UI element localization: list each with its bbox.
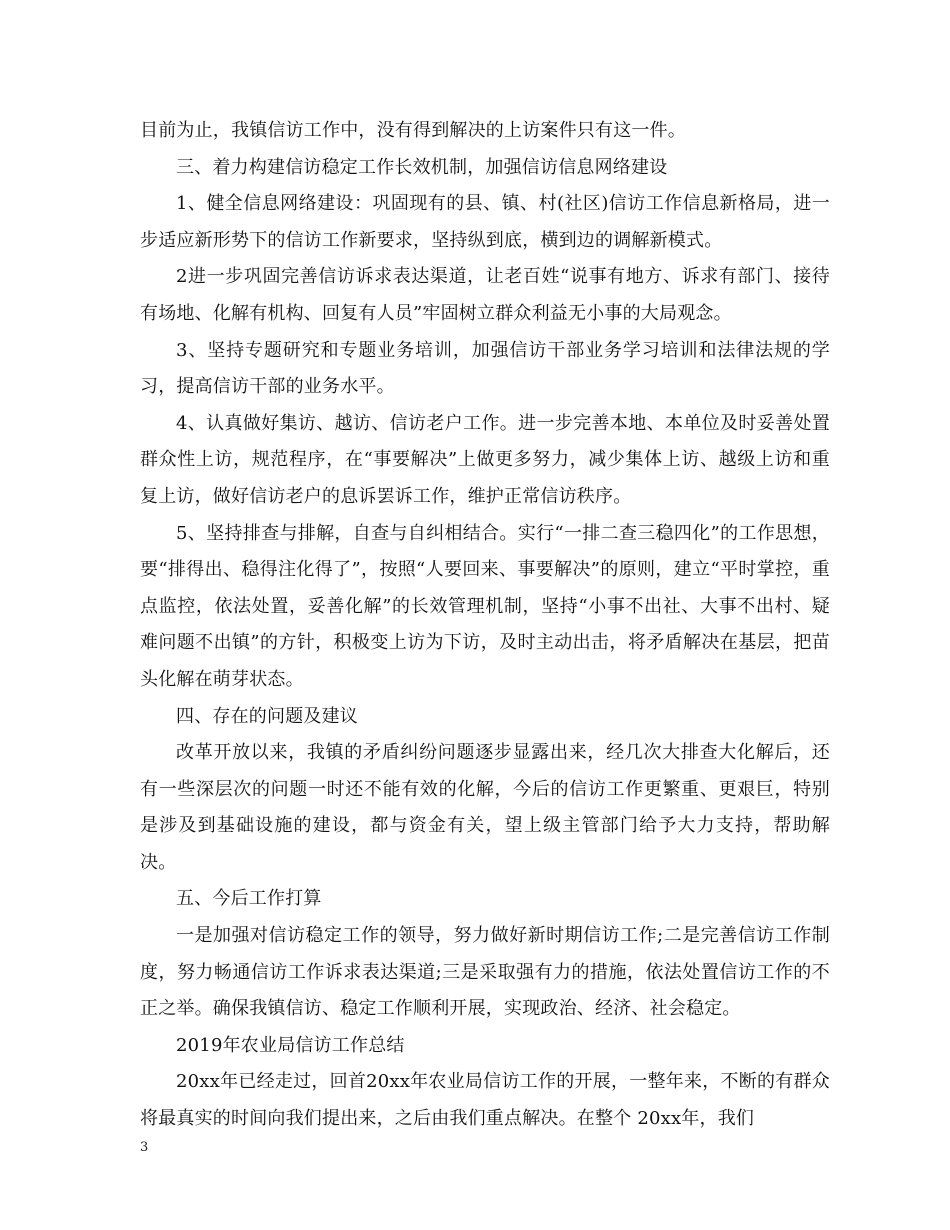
- paragraph: 5、坚持排查与排解，自查与自纠相结合。实行“一排二查三稳四化”的工作思想，要“排得出、稳得注化得了”，按照“人要回来、事要解决”的原则，建立“平时掌控，重点监控，依法处置，妥善化解”的长效管理机制，坚持“小事不出社、大事不出村、疑难问题不出镇”的方针，积极变上访为下访，及时主动出击，将矛盾解决在基层，把苗头化解在萌芽状态。: [140, 522, 830, 690]
- page-number: 3: [140, 1140, 149, 1155]
- paragraph: 3、坚持专题研究和专题业务培训，加强信访干部业务学习培训和法律法规的学习，提高信访干部的业务水平。: [140, 339, 830, 398]
- document-title: 2019年农业局信访工作总结: [176, 1034, 405, 1056]
- section-heading: 四、存在的问题及建议: [176, 705, 358, 727]
- paragraph: 20xx年已经走过，回首20xx年农业局信访工作的开展，一整年来，不断的有群众将最真实的时间向我们提出来，之后由我们重点解决。在整个 20xx年，我们: [140, 1071, 830, 1130]
- paragraph: 改革开放以来，我镇的矛盾纠纷问题逐步显露出来，经几次大排查大化解后，还有一些深层次的问题一时还不能有效的化解，今后的信访工作更繁重、更艰巨，特别是涉及到基础设施的建设，都与资金有关，望上级主管部门给予大力支持，帮助解决。: [140, 742, 830, 873]
- paragraph: 目前为止，我镇信访工作中，没有得到解决的上访案件只有这一件。: [140, 120, 686, 141]
- paragraph: 1、健全信息网络建设：巩固现有的县、镇、村(社区)信访工作信息新格局，进一步适应新形势下的信访工作新要求，坚持纵到底，横到边的调解新模式。: [140, 193, 830, 251]
- paragraph: 4、认真做好集访、越访、信访老户工作。进一步完善本地、本单位及时妥善处置群众性上访，规范程序，在“事要解决”上做更多努力，减少集体上访、越级上访和重复上访，做好信访老户的息诉罢诉工作，维护正常信访秩序。: [140, 412, 830, 507]
- document-body: [140, 113, 830, 1138]
- section-heading: 五、今后工作打算: [176, 888, 322, 910]
- paragraph: 2进一步巩固完善信访诉求表达渠道，让老百姓“说事有地方、诉求有部门、接待有场地、化解有机构、回复有人员”牢固树立群众利益无小事的大局观念。: [140, 266, 830, 324]
- section-heading: 三、着力构建信访稳定工作长效机制，加强信访信息网络建设: [176, 156, 668, 178]
- paragraph: 一是加强对信访稳定工作的领导，努力做好新时期信访工作;二是完善信访工作制度，努力畅通信访工作诉求表达渠道;三是采取强有力的措施，依法处置信访工作的不正之举。确保我镇信访、稳定工作顺利开展，实现政治、经济、社会稳定。: [140, 925, 830, 1020]
